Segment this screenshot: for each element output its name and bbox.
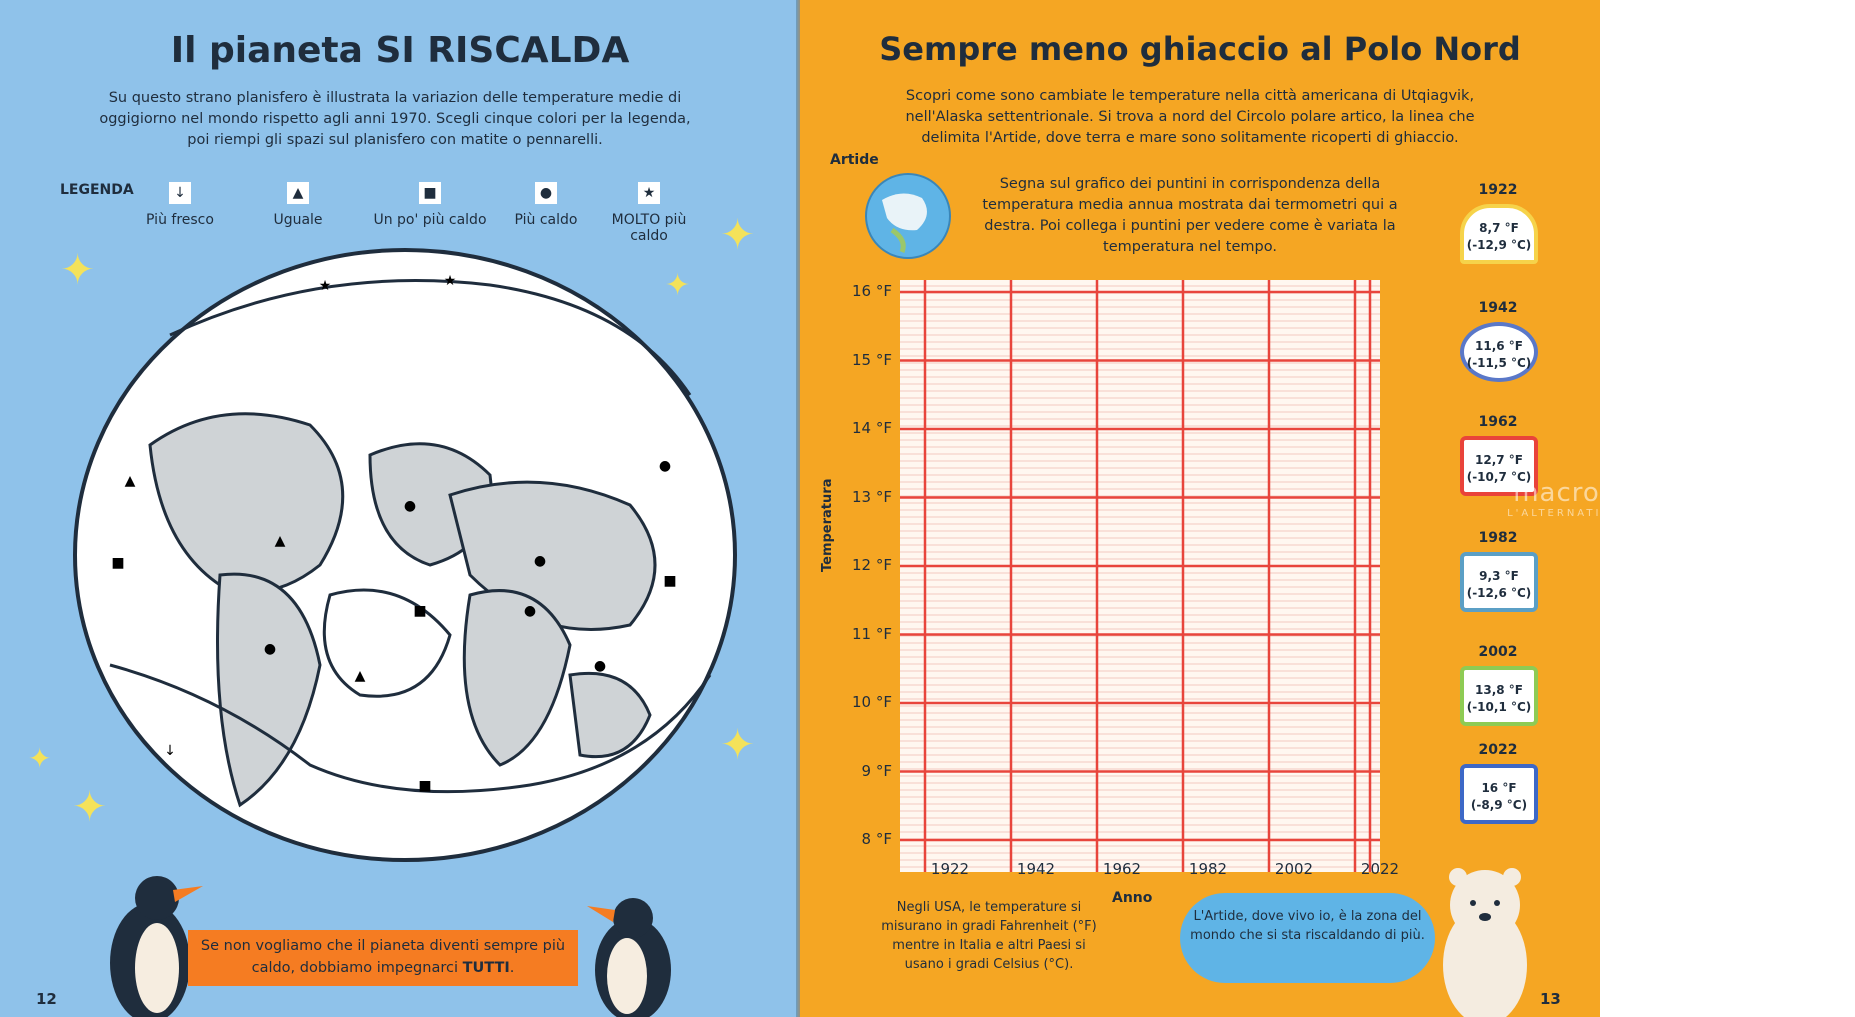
left-page-title: Il pianeta SI RISCALDA	[170, 30, 630, 71]
thermometer-celsius: (-12,9 °C)	[1466, 238, 1532, 252]
globe-icon	[862, 170, 954, 262]
right-page	[800, 0, 1703, 1017]
watermark-subtext: L'ALTERNATIVA NATURALE	[1507, 508, 1703, 519]
thermometer-2002	[1460, 666, 1538, 726]
triangle-icon: ▲	[287, 182, 309, 204]
left-page	[0, 0, 800, 1017]
legend-item-bit-warmer	[362, 182, 498, 228]
x-tick-label: 2002	[1274, 860, 1314, 878]
svg-text:▲: ▲	[354, 668, 366, 684]
svg-text:★: ★	[443, 273, 457, 289]
bottom-banner	[188, 930, 578, 986]
decor-star-icon: ✦	[60, 245, 96, 294]
thermometer-1922	[1460, 204, 1538, 264]
svg-text:▲: ▲	[124, 473, 136, 489]
thermometer-year: 1982	[1478, 530, 1518, 546]
y-tick-label: 10 °F	[852, 693, 892, 711]
thermometer-fahrenheit: 11,6 °F	[1475, 339, 1523, 353]
decor-star-icon: ✦	[665, 268, 691, 303]
thermometer-2022	[1460, 764, 1538, 824]
page-number-left: 12	[36, 990, 57, 1008]
svg-text:★: ★	[318, 278, 332, 294]
legend-item-much-warmer	[604, 182, 694, 244]
y-tick-label: 15 °F	[852, 350, 892, 369]
thermometer-1982	[1460, 552, 1538, 612]
svg-text:■: ■	[111, 555, 125, 571]
thermometer-fahrenheit: 13,8 °F	[1475, 683, 1523, 697]
x-tick-label: 1922	[930, 860, 970, 878]
svg-text:●: ●	[523, 603, 537, 619]
thermometer-year: 1942	[1478, 300, 1518, 316]
y-axis-label: Temperatura	[820, 478, 835, 572]
thermometer-year: 2022	[1478, 742, 1518, 758]
bear-speech-bubble: L'Artide, dove vivo io, è la zona del mondo che si sta riscaldando di più.	[1180, 893, 1435, 983]
y-tick-label: 8 °F	[861, 830, 892, 848]
units-note: Negli USA, le temperature si misurano in gradi Fahrenheit (°F) mentre in Italia e altri Paesi si usano i gradi Celsius (°C).	[881, 900, 1097, 972]
legend-label: Più caldo	[514, 212, 578, 228]
graph-grid	[900, 280, 1380, 872]
penguin-left-illustration	[95, 868, 195, 1017]
thermometer-celsius: (-11,5 °C)	[1466, 356, 1532, 370]
x-tick-label: 1982	[1188, 860, 1228, 878]
svg-text:■: ■	[663, 573, 677, 589]
x-axis-label: Anno	[1112, 890, 1153, 906]
banner-text: Se non vogliamo che il pianeta diventi sempre più caldo, dobbiamo impegnarci	[200, 938, 566, 976]
x-tick-label: 1962	[1102, 860, 1142, 878]
star-icon: ★	[638, 182, 660, 204]
thermometer-celsius: (-10,1 °C)	[1466, 700, 1532, 714]
svg-text:●: ●	[533, 553, 547, 569]
svg-text:▲: ▲	[274, 533, 286, 549]
legend-label: MOLTO più caldo	[611, 212, 687, 244]
x-tick-label: 1942	[1016, 860, 1056, 878]
thermometer-fahrenheit: 9,3 °F	[1479, 569, 1519, 583]
legend-label: Un po' più caldo	[373, 212, 487, 228]
svg-text:●: ●	[263, 641, 277, 657]
thermometer-fahrenheit: 16 °F	[1481, 781, 1517, 795]
x-tick-label: 2022	[1360, 860, 1400, 878]
svg-text:●: ●	[593, 658, 607, 674]
banner-end: .	[509, 960, 515, 976]
svg-text:↓: ↓	[164, 743, 176, 759]
chart-instructions: Segna sul grafico dei puntini in corrispondenza della temperatura media annua mostrata dai termometri qui a destra. Poi collega i puntini per vedere come è variata la temperatura nel tempo.	[982, 176, 1398, 255]
thermometer-year: 1962	[1478, 414, 1518, 430]
banner-strong: TUTTI	[462, 960, 510, 976]
page-number-right: 13	[1540, 990, 1561, 1008]
world-map-illustration	[70, 245, 740, 865]
legend-label: Più fresco	[146, 212, 214, 228]
thermometer-celsius: (-8,9 °C)	[1470, 798, 1528, 812]
circle-icon: ●	[535, 182, 557, 204]
legend-item-cooler	[140, 182, 220, 228]
arrow-down-icon: ↓	[169, 182, 191, 204]
y-tick-label: 11 °F	[852, 624, 892, 643]
thermometer-fahrenheit: 8,7 °F	[1479, 221, 1519, 235]
thermometer-year: 2002	[1478, 644, 1518, 660]
left-page-intro: Su questo strano planisfero è illustrata la variazion delle temperature medie di oggigiorno nel mondo rispetto agli anni 1970. Scegli cinque colori per la legenda, poi riempi gli spazi sul planisfero con matite o pennarelli.	[99, 90, 691, 148]
thermometer-fahrenheit: 12,7 °F	[1475, 453, 1523, 467]
legend-label: Uguale	[273, 212, 323, 228]
y-tick-label: 9 °F	[861, 761, 892, 780]
svg-text:■: ■	[418, 778, 432, 794]
square-icon: ■	[419, 182, 441, 204]
polar-bear-illustration	[1440, 855, 1530, 1017]
decor-star-icon: ✦	[720, 210, 756, 259]
decor-star-icon: ✦	[28, 742, 52, 775]
thermometer-1942	[1460, 322, 1538, 382]
thermometer-celsius: (-12,6 °C)	[1466, 586, 1532, 600]
artide-label: Artide	[830, 152, 879, 168]
svg-text:●: ●	[658, 458, 672, 474]
y-tick-label: 13 °F	[852, 487, 892, 506]
y-tick-label: 16 °F	[852, 282, 892, 300]
svg-text:●: ●	[403, 498, 417, 514]
svg-text:■: ■	[413, 603, 427, 619]
thermometer-year: 1922	[1478, 182, 1518, 198]
right-page-title: Sempre meno ghiaccio al Polo Nord	[879, 30, 1521, 68]
penguin-right-illustration	[585, 890, 680, 1017]
legend-title: LEGENDA	[60, 182, 134, 198]
y-tick-label: 12 °F	[852, 556, 892, 574]
y-tick-label: 14 °F	[852, 419, 892, 437]
right-page-intro: Scopri come sono cambiate le temperature nella città americana di Utqiagvik, nell'Alaska settentrionale. Si trova a nord del Circolo polare artico, la linea che delimita l'Artide, dove terra e mare sono solitamente ricoperti di ghiaccio.	[905, 88, 1475, 146]
watermark	[1355, 478, 1855, 519]
legend-item-warmer	[506, 182, 586, 228]
watermark-text: macrolibrarsi	[1513, 478, 1697, 508]
decor-star-icon: ✦	[72, 782, 108, 831]
thermometer-celsius: (-10,7 °C)	[1466, 470, 1532, 484]
decor-star-icon: ✦	[720, 720, 756, 769]
legend-item-same	[258, 182, 338, 228]
